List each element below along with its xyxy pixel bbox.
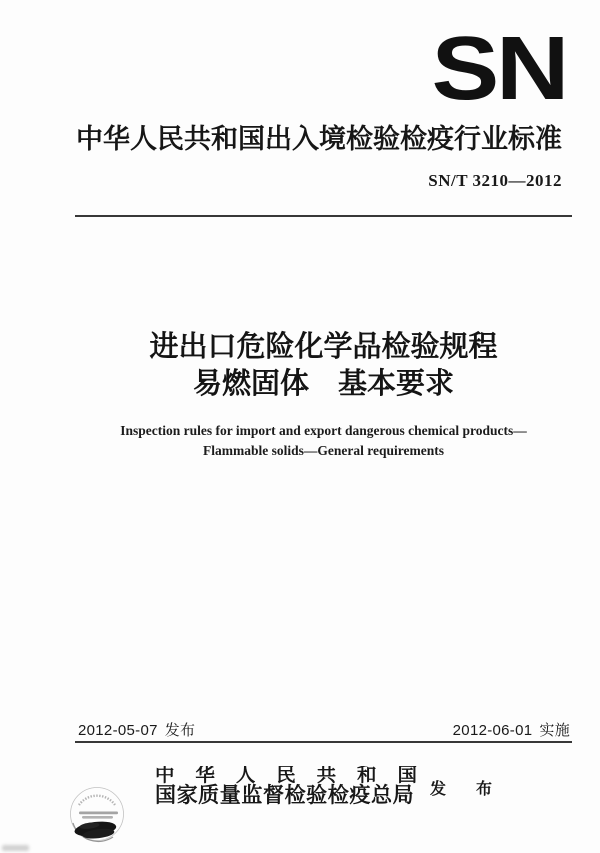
dates-row — [78, 719, 570, 740]
seal-stamp-icon — [68, 785, 128, 853]
implementation-date — [453, 719, 570, 740]
publisher-agency: 国家质量监督检验检疫总局 — [154, 783, 415, 807]
footer-divider-line — [75, 741, 572, 743]
header-divider-line — [75, 215, 572, 217]
publisher-block — [75, 766, 572, 806]
title-cn-line1: 进出口危险化学品检验规程 — [149, 331, 498, 363]
document-title-chinese — [75, 329, 572, 403]
title-cn-line2: 易燃固体 基本要求 — [192, 368, 454, 400]
document-title-english — [75, 421, 572, 461]
sn-logo: SN — [431, 19, 566, 119]
publish-label: 发 布 — [429, 781, 505, 798]
title-en-line1: Inspection rules for import and export dangerous chemical products— — [120, 423, 527, 438]
header-title: 中华人民共和国出入境检验检疫行业标准 — [76, 124, 562, 154]
standard-number: SN/T 3210—2012 — [428, 171, 562, 190]
title-en-line2: Flammable solids—General requirements — [203, 443, 444, 458]
implementation-date-value: 2012-06-01 — [452, 722, 533, 739]
publisher-country: 中华人民共和国 — [154, 766, 437, 785]
scan-artifact-smudge — [2, 845, 29, 851]
issue-date — [78, 719, 195, 740]
implementation-date-label: 实施 — [539, 722, 570, 739]
issue-date-value: 2012-05-07 — [78, 722, 158, 739]
issue-date-label: 发布 — [164, 722, 196, 739]
publisher-names — [154, 766, 437, 807]
